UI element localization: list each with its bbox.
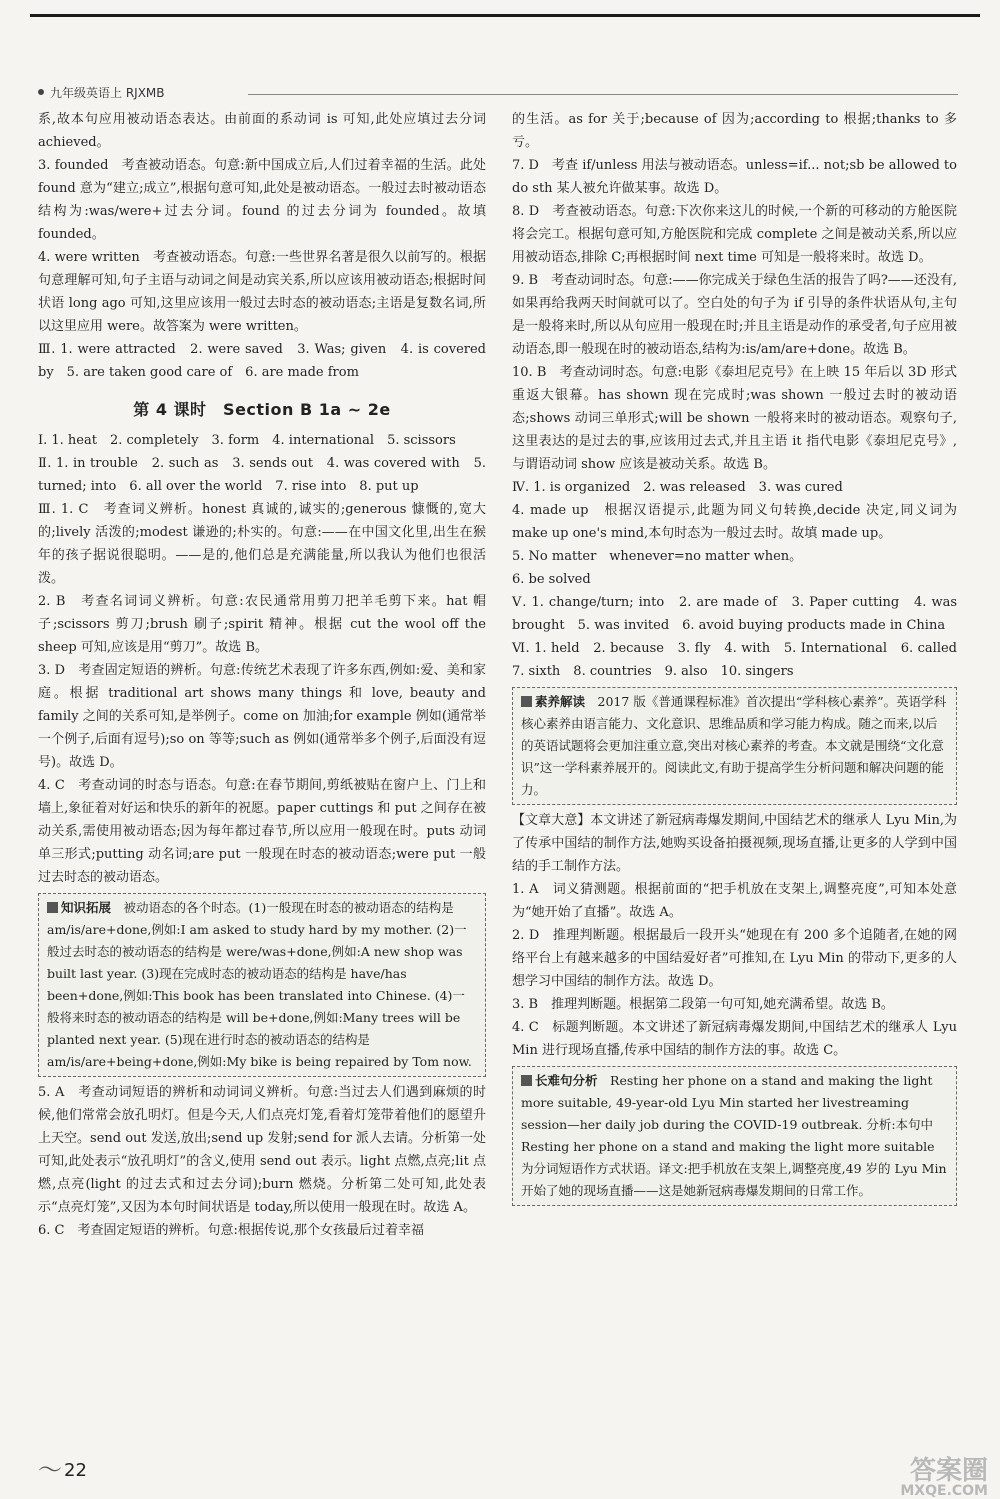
right-answer-paragraph: Ⅴ. 1. change/turn; into 2. are made of 3. Paper cutting 4. was brought 5. was invited 6. avoid buying products made in China: [512, 595, 957, 633]
right-answer-paragraph: Ⅵ. 1. held 2. because 3. fly 4. with 5. International 6. called 7. sixth 8. countries 9. also 10. singers: [512, 641, 971, 679]
note-box-tag-text: 素养解读: [535, 694, 586, 709]
left-answer-paragraph: 4. were written 考查被动语态。句意:一些世界名著是很久以前写的。根据句意理解可知,句子主语与动词之间是动宾关系,所以应该用被动语态;根据时间状语 long ago 可知,这里应该用一般过去时态的被动语态;主语是复数名词,所以这里应用 were。故答案为 were written。: [38, 250, 486, 334]
right-answer-paragraph: 4. made up 根据汉语提示,此题为同义句转换,decide 决定,同义词为 make up one's mind,本句时态为一般过去时。故填 made up。: [512, 503, 957, 541]
dolphin-icon: 〜: [38, 1456, 62, 1484]
right-answer-paragraph: 【文章大意】本文讲述了新冠病毒爆发期间,中国结艺术的继承人 Lyu Min,为了传承中国结的制作方法,她购买设备拍摄视频,现场直播,让更多的人学到中国结的手工制作方法。: [512, 813, 957, 874]
left-answer-paragraph: Ⅲ. 1. were attracted 2. were saved 3. Was; given 4. is covered by 5. are taken good care of 6. are made from: [38, 342, 486, 380]
note-box-tag-text: 长难句分析: [535, 1073, 598, 1088]
page-header: [38, 84, 958, 102]
page-number-text: 22: [64, 1460, 87, 1481]
right-answer-paragraph: 6. be solved: [512, 572, 591, 587]
left-answer-paragraph: 4. C 考查动词的时态与语态。句意:在春节期间,剪纸被贴在窗户上、门上和墙上,象征着对好运和快乐的新年的祝愿。paper cuttings 和 put 之间存在被动关系,需使用被动语态;因为每年都过春节,所以应用一般现在时。puts 动词单三形式;putting 动名词;are put 一般现在时态的被动语态;were put 一般过去时态的被动语态。: [38, 778, 486, 885]
left-answer-paragraph: 6. C 考查固定短语的辨析。句意:根据传说,那个女孩最后过着幸福: [38, 1223, 424, 1238]
left-answer-paragraph: 系,故本句应用被动语态表达。由前面的系动词 is 可知,此处应填过去分词 achieved。: [38, 112, 486, 150]
right-answer-paragraph: 8. D 考查被动语态。句意:下次你来这儿的时候,一个新的可移动的方舱医院将会完工。根据句意可知,方舱医院和完成 complete 之间是被动关系,所以应用被动语态,排除 C;再根据时间 next time 可知是一般将来时。故选 D。: [512, 204, 957, 265]
page-number: [38, 1448, 108, 1484]
watermark-text: 答案圈: [909, 1456, 988, 1486]
right-answer-paragraph: 10. B 考查动词时态。句意:电影《泰坦尼克号》在上映 15 年后以 3D 形式重返大银幕。has shown 现在完成时;was shown 一般过去时的被动语态;shows 动词三单形式;will be shown 一般将来时的被动语态。观察句子,这里表达的是过去的事,应该用过去式,并且主语 it 指代电影《泰坦尼克号》,与谓语动词 show 应该是被动关系。故选 B。: [512, 365, 957, 472]
note-box-text: 2017 版《普通课程标准》首次提出“学科核心素养”。英语学科核心素养由语言能力、文化意识、思维品质和学习能力构成。随之而来,以后的英语试题将会更加注重立意,突出对核心素养的考查。本文就是围绕“文化意识”这一学科素养展开的。阅读此文,有助于提高学生分析问题和解决问题的能力。: [521, 694, 947, 797]
top-border: [30, 14, 980, 17]
right-answer-paragraph: 1. A 词义猜测题。根据前面的“把手机放在支架上,调整亮度”,可知本处意为“她开始了直播”。故选 A。: [512, 882, 957, 920]
left-answer-paragraph: Ⅲ. 1. C 考查词义辨析。honest 真诚的,诚实的;generous 慷慨的,宽大的;lively 活泼的;modest 谦逊的;朴实的。句意:——在中国文化里,出生在猴年的孩子据说很聪明。——是的,他们总是充满能量,所以我认为他们也很活泼。: [38, 502, 486, 586]
right-answer-paragraph: 的生活。as for 关于;because of 因为;according to 根据;thanks to 多亏。: [512, 112, 957, 150]
note-box-tag: [521, 1073, 598, 1088]
left-answer-paragraph: 5. A 考查动词短语的辨析和动词词义辨析。句意:当过去人们遇到麻烦的时候,他们常常会放孔明灯。但是今天,人们点亮灯笼,看着灯笼带着他们的愿望升上天空。send out 发送,放出;send up 发射;send for 派人去请。分析第一处可知,此处表示“放孔明灯”的含义,使用 send out 表示。light 点燃,点亮;lit 点燃,点亮(light 的过去式和过去分词);burn 燃烧。分析第二处可知,此处表示“点亮灯笼”,又因为本句时间状语是 today,所以使用一般现在时。故选 A。: [38, 1085, 486, 1215]
right-answer-paragraph: 3. B 推理判断题。根据第二段第一句可知,她充满希望。故选 B。: [512, 997, 894, 1012]
left-note-box: [38, 893, 486, 1077]
right-answer-paragraph: 5. No matter whenever=no matter when。: [512, 549, 803, 564]
left-answer-paragraph: 3. founded 考查被动语态。句意:新中国成立后,人们过着幸福的生活。此处 found 意为“建立;成立”,根据句意可知,此处是被动语态。一般过去时被动语态结构为:was/were+过去分词。found 的过去分词为 founded。故填 founded。: [38, 158, 486, 242]
right-answer-paragraph: 4. C 标题判断题。本文讲述了新冠病毒爆发期间,中国结艺术的继承人 Lyu Min 进行现场直播,传承中国结的制作方法的事。故选 C。: [512, 1020, 957, 1058]
section-title: 第 4 课时 Section B 1a ~ 2e: [133, 400, 391, 419]
left-answer-paragraph: Ⅰ. 1. heat 2. completely 3. form 4. international 5. scissors: [38, 433, 456, 448]
note-box-text: 被动语态的各个时态。(1)一般现在时态的被动语态的结构是 am/is/are+done,例如:I am asked to study hard by my mother. (2)一般过去时态的被动语态的结构是 were/was+done,例如:A new shop was built last year. (3)现在完成时态的被动语态的结构是 have/has been+done,例如:This book has been translated into Chinese. (4)一般将来时态的被动语态的结构是 will be+done,例如:Many trees will be planted next year. (5)现在进行时态的被动语态的结构是 am/is/are+being+done,例如:My bike is being repaired by Tom now.: [47, 900, 472, 1069]
note-icon: [521, 1075, 532, 1086]
right-column: [512, 108, 971, 1210]
right-answer-paragraph: 7. D 考查 if/unless 用法与被动语态。unless=if... not;sb be allowed to do sth 某人被允许做某事。故选 D。: [512, 158, 957, 196]
right-answer-paragraph: 9. B 考查动词时态。句意:——你完成关于绿色生活的报告了吗?——还没有,如果再给我两天时间就可以了。空白处的句子为 if 引导的条件状语从句,主句是一般将来时,所以从句应用一般现在时;并且主语是动作的承受者,句子应用被动语态,即一般现在时的被动语态,结构为:is/am/are+done。故选 B。: [512, 273, 957, 357]
left-answer-paragraph: 3. D 考查固定短语的辨析。句意:传统艺术表现了许多东西,例如:爱、美和家庭。根据 traditional art shows many things 和 love, beauty and family 之间的关系可知,是举例子。come on 加油;for example 例如(通常举一个例子,后面有逗号);so on 等等;such as 例如(通常举多个例子,后面没有逗号)。故选 D。: [38, 663, 486, 770]
right-answer-paragraph: 2. D 推理判断题。根据最后一段开头“她现在有 200 多个追随者,在她的网络平台上有越来越多的中国结爱好者”可推知,在 Lyu Min 的带动下,更多的人想学习中国结的制作方法。故选 D。: [512, 928, 957, 989]
left-column: [38, 108, 486, 1242]
note-box-text: Resting her phone on a stand and making the light more suitable, 49-year-old Lyu Min started her livestreaming session—her daily job during the COVID-19 outbreak. 分析:本句中 Resting her phone on a stand and making the light more suitable 为分词短语作方式状语。译文:把手机放在支架上,调整亮度,49 岁的 Lyu Min 开始了她的现场直播——这是她新冠病毒爆发期间的日常工作。: [521, 1073, 947, 1198]
note-icon: [47, 902, 58, 913]
note-icon: [521, 696, 532, 707]
right-note-box: [512, 687, 957, 805]
left-answer-paragraph: Ⅱ. 1. in trouble 2. such as 3. sends out 4. was covered with 5. turned; into 6. all over the world 7. rise into 8. put up: [38, 456, 486, 494]
right-answer-paragraph: Ⅳ. 1. is organized 2. was released 3. was cured: [512, 480, 843, 495]
note-box-tag-text: 知识拓展: [61, 900, 112, 915]
header-rule: [248, 94, 958, 95]
right-note-box: [512, 1066, 957, 1206]
bullet-icon: [38, 89, 44, 95]
header-title: 九年级英语上 RJXMB: [50, 86, 165, 100]
left-answer-paragraph: 2. B 考查名词词义辨析。句意:农民通常用剪刀把羊毛剪下来。hat 帽子;scissors 剪刀;brush 刷子;spirit 精神。根据 cut the wool off the sheep 可知,应该是用“剪刀”。故选 B。: [38, 594, 486, 655]
note-box-tag: [47, 900, 111, 915]
note-box-tag: [521, 694, 585, 709]
watermark: [838, 1450, 988, 1499]
watermark-url: MXQE.COM: [900, 1483, 988, 1499]
